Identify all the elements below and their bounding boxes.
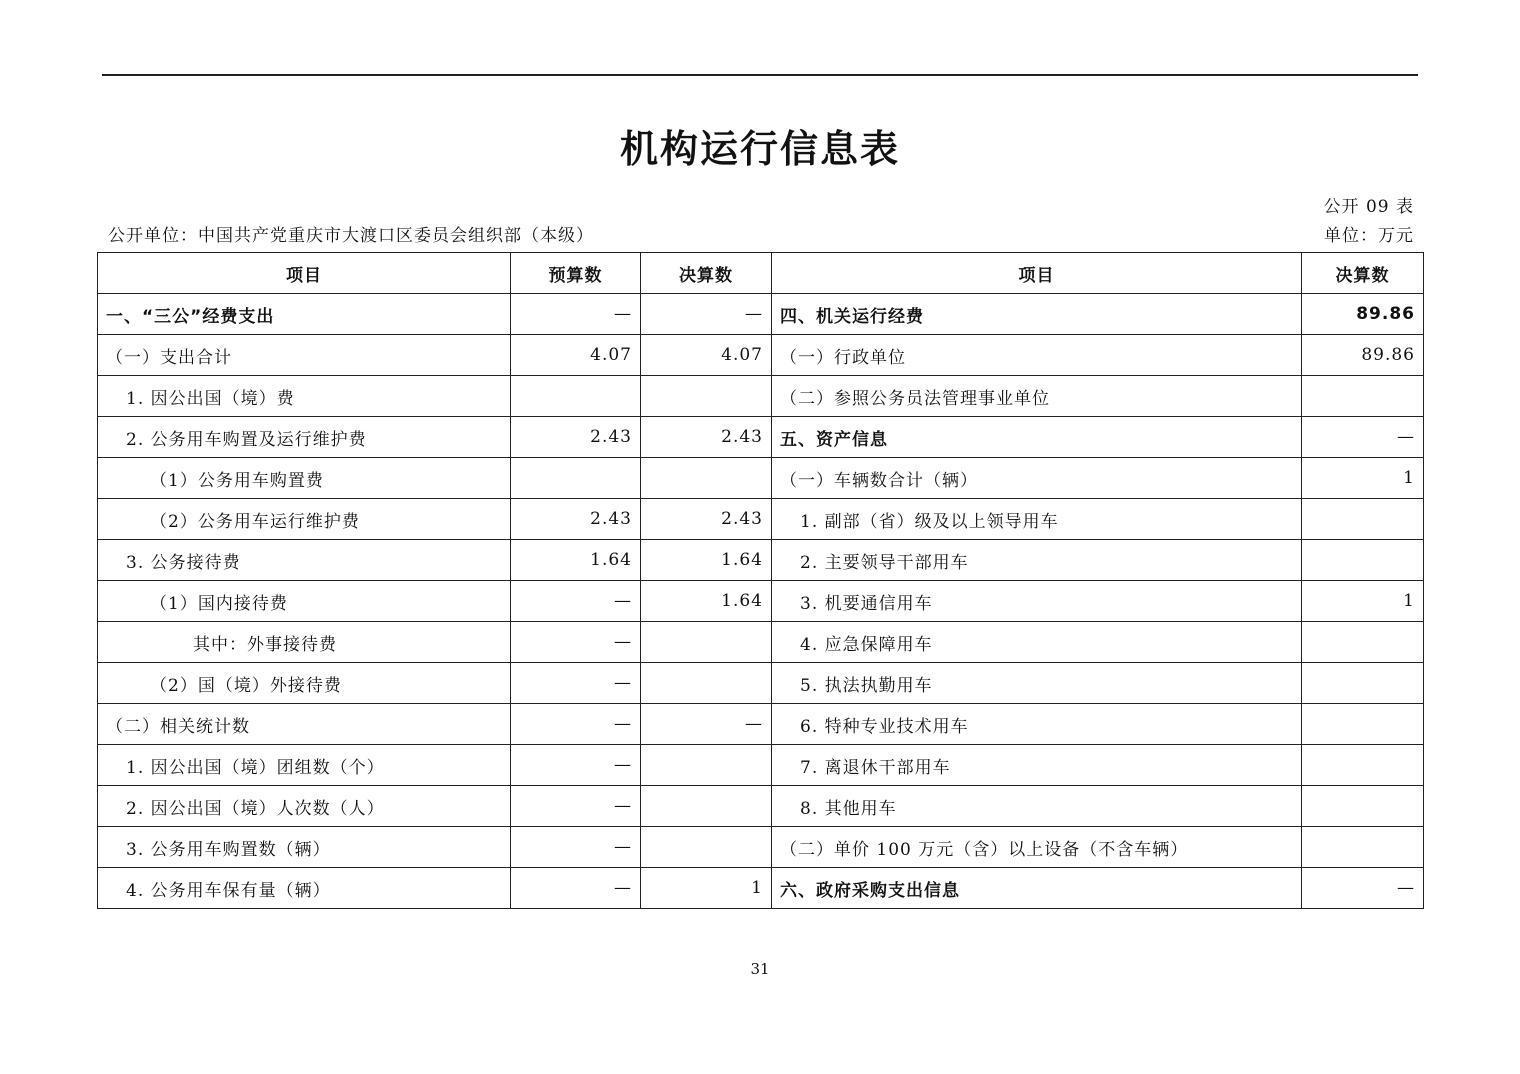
left-final-cell: 1.64 <box>641 581 772 622</box>
table-row <box>98 786 1424 827</box>
right-item-cell: 3. 机要通信用车 <box>772 581 1302 622</box>
left-item-cell: （1）国内接待费 <box>98 581 511 622</box>
right-item-cell: 4. 应急保障用车 <box>772 622 1302 663</box>
left-item-cell: （二）相关统计数 <box>98 704 511 745</box>
table-row <box>98 704 1424 745</box>
page-number: 31 <box>750 960 770 978</box>
table-row <box>98 540 1424 581</box>
table-row <box>98 458 1424 499</box>
left-item-cell: 1. 因公出国（境）团组数（个） <box>98 745 511 786</box>
left-budget-cell <box>511 458 641 499</box>
right-item-cell: 2. 主要领导干部用车 <box>772 540 1302 581</box>
left-budget-cell: 1.64 <box>511 540 641 581</box>
right-final-cell <box>1302 745 1424 786</box>
right-item-cell: 7. 离退休干部用车 <box>772 745 1302 786</box>
left-final-cell: 2.43 <box>641 417 772 458</box>
table-header-row <box>98 253 1424 294</box>
left-budget-cell: — <box>511 827 641 868</box>
left-final-cell <box>641 745 772 786</box>
header-right-item: 项目 <box>772 253 1302 294</box>
left-item-cell: 2. 公务用车购置及运行维护费 <box>98 417 511 458</box>
right-final-cell: 1 <box>1302 581 1424 622</box>
left-item-cell: 2. 因公出国（境）人次数（人） <box>98 786 511 827</box>
right-item-cell: 六、政府采购支出信息 <box>772 868 1302 909</box>
left-budget-cell: — <box>511 704 641 745</box>
info-table <box>97 252 1424 909</box>
right-final-cell: — <box>1302 868 1424 909</box>
left-final-cell <box>641 458 772 499</box>
left-final-cell: 1.64 <box>641 540 772 581</box>
left-budget-cell: 4.07 <box>511 335 641 376</box>
right-item-cell: 四、机关运行经费 <box>772 294 1302 335</box>
left-item-cell: 1. 因公出国（境）费 <box>98 376 511 417</box>
right-item-cell: 5. 执法执勤用车 <box>772 663 1302 704</box>
right-final-cell <box>1302 827 1424 868</box>
right-final-cell <box>1302 540 1424 581</box>
left-item-cell: 一、“三公”经费支出 <box>98 294 511 335</box>
left-final-cell: 2.43 <box>641 499 772 540</box>
right-final-cell: 89.86 <box>1302 294 1424 335</box>
right-item-cell: 1. 副部（省）级及以上领导用车 <box>772 499 1302 540</box>
table-row <box>98 499 1424 540</box>
table-row <box>98 827 1424 868</box>
right-final-cell <box>1302 786 1424 827</box>
currency-unit: 单位：万元 <box>1324 226 1414 246</box>
left-item-cell: （2）国（境）外接待费 <box>98 663 511 704</box>
table-row <box>98 745 1424 786</box>
right-final-cell: 89.86 <box>1302 335 1424 376</box>
right-item-cell: 8. 其他用车 <box>772 786 1302 827</box>
left-budget-cell: 2.43 <box>511 417 641 458</box>
header-left-budget: 预算数 <box>511 253 641 294</box>
table-row <box>98 868 1424 909</box>
left-item-cell: （1）公务用车购置费 <box>98 458 511 499</box>
left-item-cell: 3. 公务用车购置数（辆） <box>98 827 511 868</box>
right-item-cell: （二）单价 100 万元（含）以上设备（不含车辆） <box>772 827 1302 868</box>
left-final-cell <box>641 827 772 868</box>
left-budget-cell: — <box>511 868 641 909</box>
left-budget-cell <box>511 376 641 417</box>
table-row <box>98 294 1424 335</box>
right-item-cell: 五、资产信息 <box>772 417 1302 458</box>
top-rule <box>102 74 1418 76</box>
header-right-final: 决算数 <box>1302 253 1424 294</box>
header-left-final: 决算数 <box>641 253 772 294</box>
left-final-cell: — <box>641 294 772 335</box>
right-final-cell <box>1302 622 1424 663</box>
table-row <box>98 581 1424 622</box>
left-item-cell: （2）公务用车运行维护费 <box>98 499 511 540</box>
left-budget-cell: — <box>511 581 641 622</box>
right-final-cell: 1 <box>1302 458 1424 499</box>
header-left-item: 项目 <box>98 253 511 294</box>
right-final-cell <box>1302 704 1424 745</box>
left-item-cell: 4. 公务用车保有量（辆） <box>98 868 511 909</box>
left-item-cell: （一）支出合计 <box>98 335 511 376</box>
right-final-cell <box>1302 499 1424 540</box>
right-item-cell: （一）车辆数合计（辆） <box>772 458 1302 499</box>
left-final-cell: 4.07 <box>641 335 772 376</box>
form-number: 公开 09 表 <box>1323 197 1414 217</box>
right-final-cell <box>1302 663 1424 704</box>
left-budget-cell: — <box>511 663 641 704</box>
left-budget-cell: — <box>511 745 641 786</box>
right-item-cell: 6. 特种专业技术用车 <box>772 704 1302 745</box>
right-final-cell: — <box>1302 417 1424 458</box>
right-final-cell <box>1302 376 1424 417</box>
table-row <box>98 335 1424 376</box>
table-row <box>98 376 1424 417</box>
left-item-cell: 其中：外事接待费 <box>98 622 511 663</box>
table-row <box>98 622 1424 663</box>
table-row <box>98 663 1424 704</box>
left-budget-cell: 2.43 <box>511 499 641 540</box>
left-final-cell <box>641 622 772 663</box>
left-final-cell <box>641 786 772 827</box>
left-final-cell <box>641 376 772 417</box>
right-item-cell: （二）参照公务员法管理事业单位 <box>772 376 1302 417</box>
right-item-cell: （一）行政单位 <box>772 335 1302 376</box>
page-title: 机构运行信息表 <box>619 127 900 171</box>
left-final-cell: 1 <box>641 868 772 909</box>
left-item-cell: 3. 公务接待费 <box>98 540 511 581</box>
left-budget-cell: — <box>511 786 641 827</box>
table-row <box>98 417 1424 458</box>
left-final-cell: — <box>641 704 772 745</box>
reporting-unit: 公开单位：中国共产党重庆市大渡口区委员会组织部（本级） <box>108 226 594 246</box>
left-final-cell <box>641 663 772 704</box>
left-budget-cell: — <box>511 622 641 663</box>
left-budget-cell: — <box>511 294 641 335</box>
